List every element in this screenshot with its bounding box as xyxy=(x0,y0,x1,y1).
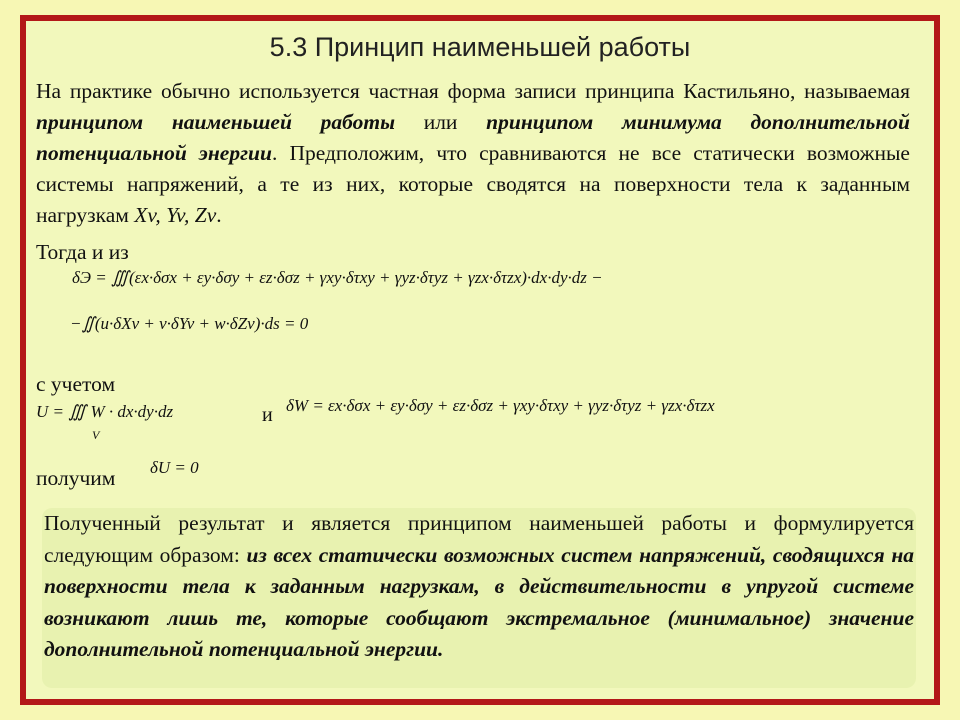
intro-text-3: . Предположим, что сравниваются не все статически возможные системы напряжений, а те из них, которые сводятся на поверхности тела к заданным нагрузкам xyxy=(36,141,910,227)
conclusion-paragraph xyxy=(42,508,916,688)
energy-integral-formula: U = ∭ W · dx·dy·dz xyxy=(36,402,174,421)
conclusion-principle: из всех статически возможных систем напряжений, сводящихся на поверхности тела к заданным нагрузкам, в действительности в упругой системе возникают лишь те, которые сообщают экстремальное (минимальное) значение дополнительной потенциальной энергии. xyxy=(44,542,915,661)
term-min-energy: принципом минимума дополнительной потенциальной энергии xyxy=(36,110,910,165)
intro-paragraph xyxy=(36,76,910,231)
togda-label: Тогда и из xyxy=(36,240,129,264)
intro-text-2: или xyxy=(394,110,487,134)
load-variables: Xv, Yv, Zv xyxy=(134,203,217,227)
i-conjunction: и xyxy=(262,404,273,426)
slide-title: 5.3 Принцип наименьшей работы xyxy=(269,32,691,62)
intro-text-4: . xyxy=(216,203,222,227)
variation-energy-formula: δЭ = ∭(εx·δσx + εy·δσy + εz·δσz + γxy·δτxy + γyz·δτyz + γzx·δτzx)·dx·dy·dz − xyxy=(72,268,603,287)
intro-text-1: На практике обычно используется частная форма записи принципа Кастильяно, называемая xyxy=(36,79,910,103)
s-uchetom-label: с учетом xyxy=(36,372,116,396)
conclusion-text: Полученный результат и является принципом наименьшей работы и формулируется следующим образом: xyxy=(44,511,914,567)
result-formula: δU = 0 xyxy=(150,458,199,477)
specific-energy-variation-formula: δW = εx·δσx + εy·δσy + εz·δσz + γxy·δτxy + γyz·δτyz + γzx·δτzx xyxy=(286,396,715,415)
term-least-work: принципом наименьшей работы xyxy=(36,110,395,134)
poluchim-label: получим xyxy=(36,466,116,490)
surface-integral-formula: −∬(u·δXv + v·δYv + w·δZv)·ds = 0 xyxy=(70,314,309,333)
volume-subscript: V xyxy=(92,428,100,442)
